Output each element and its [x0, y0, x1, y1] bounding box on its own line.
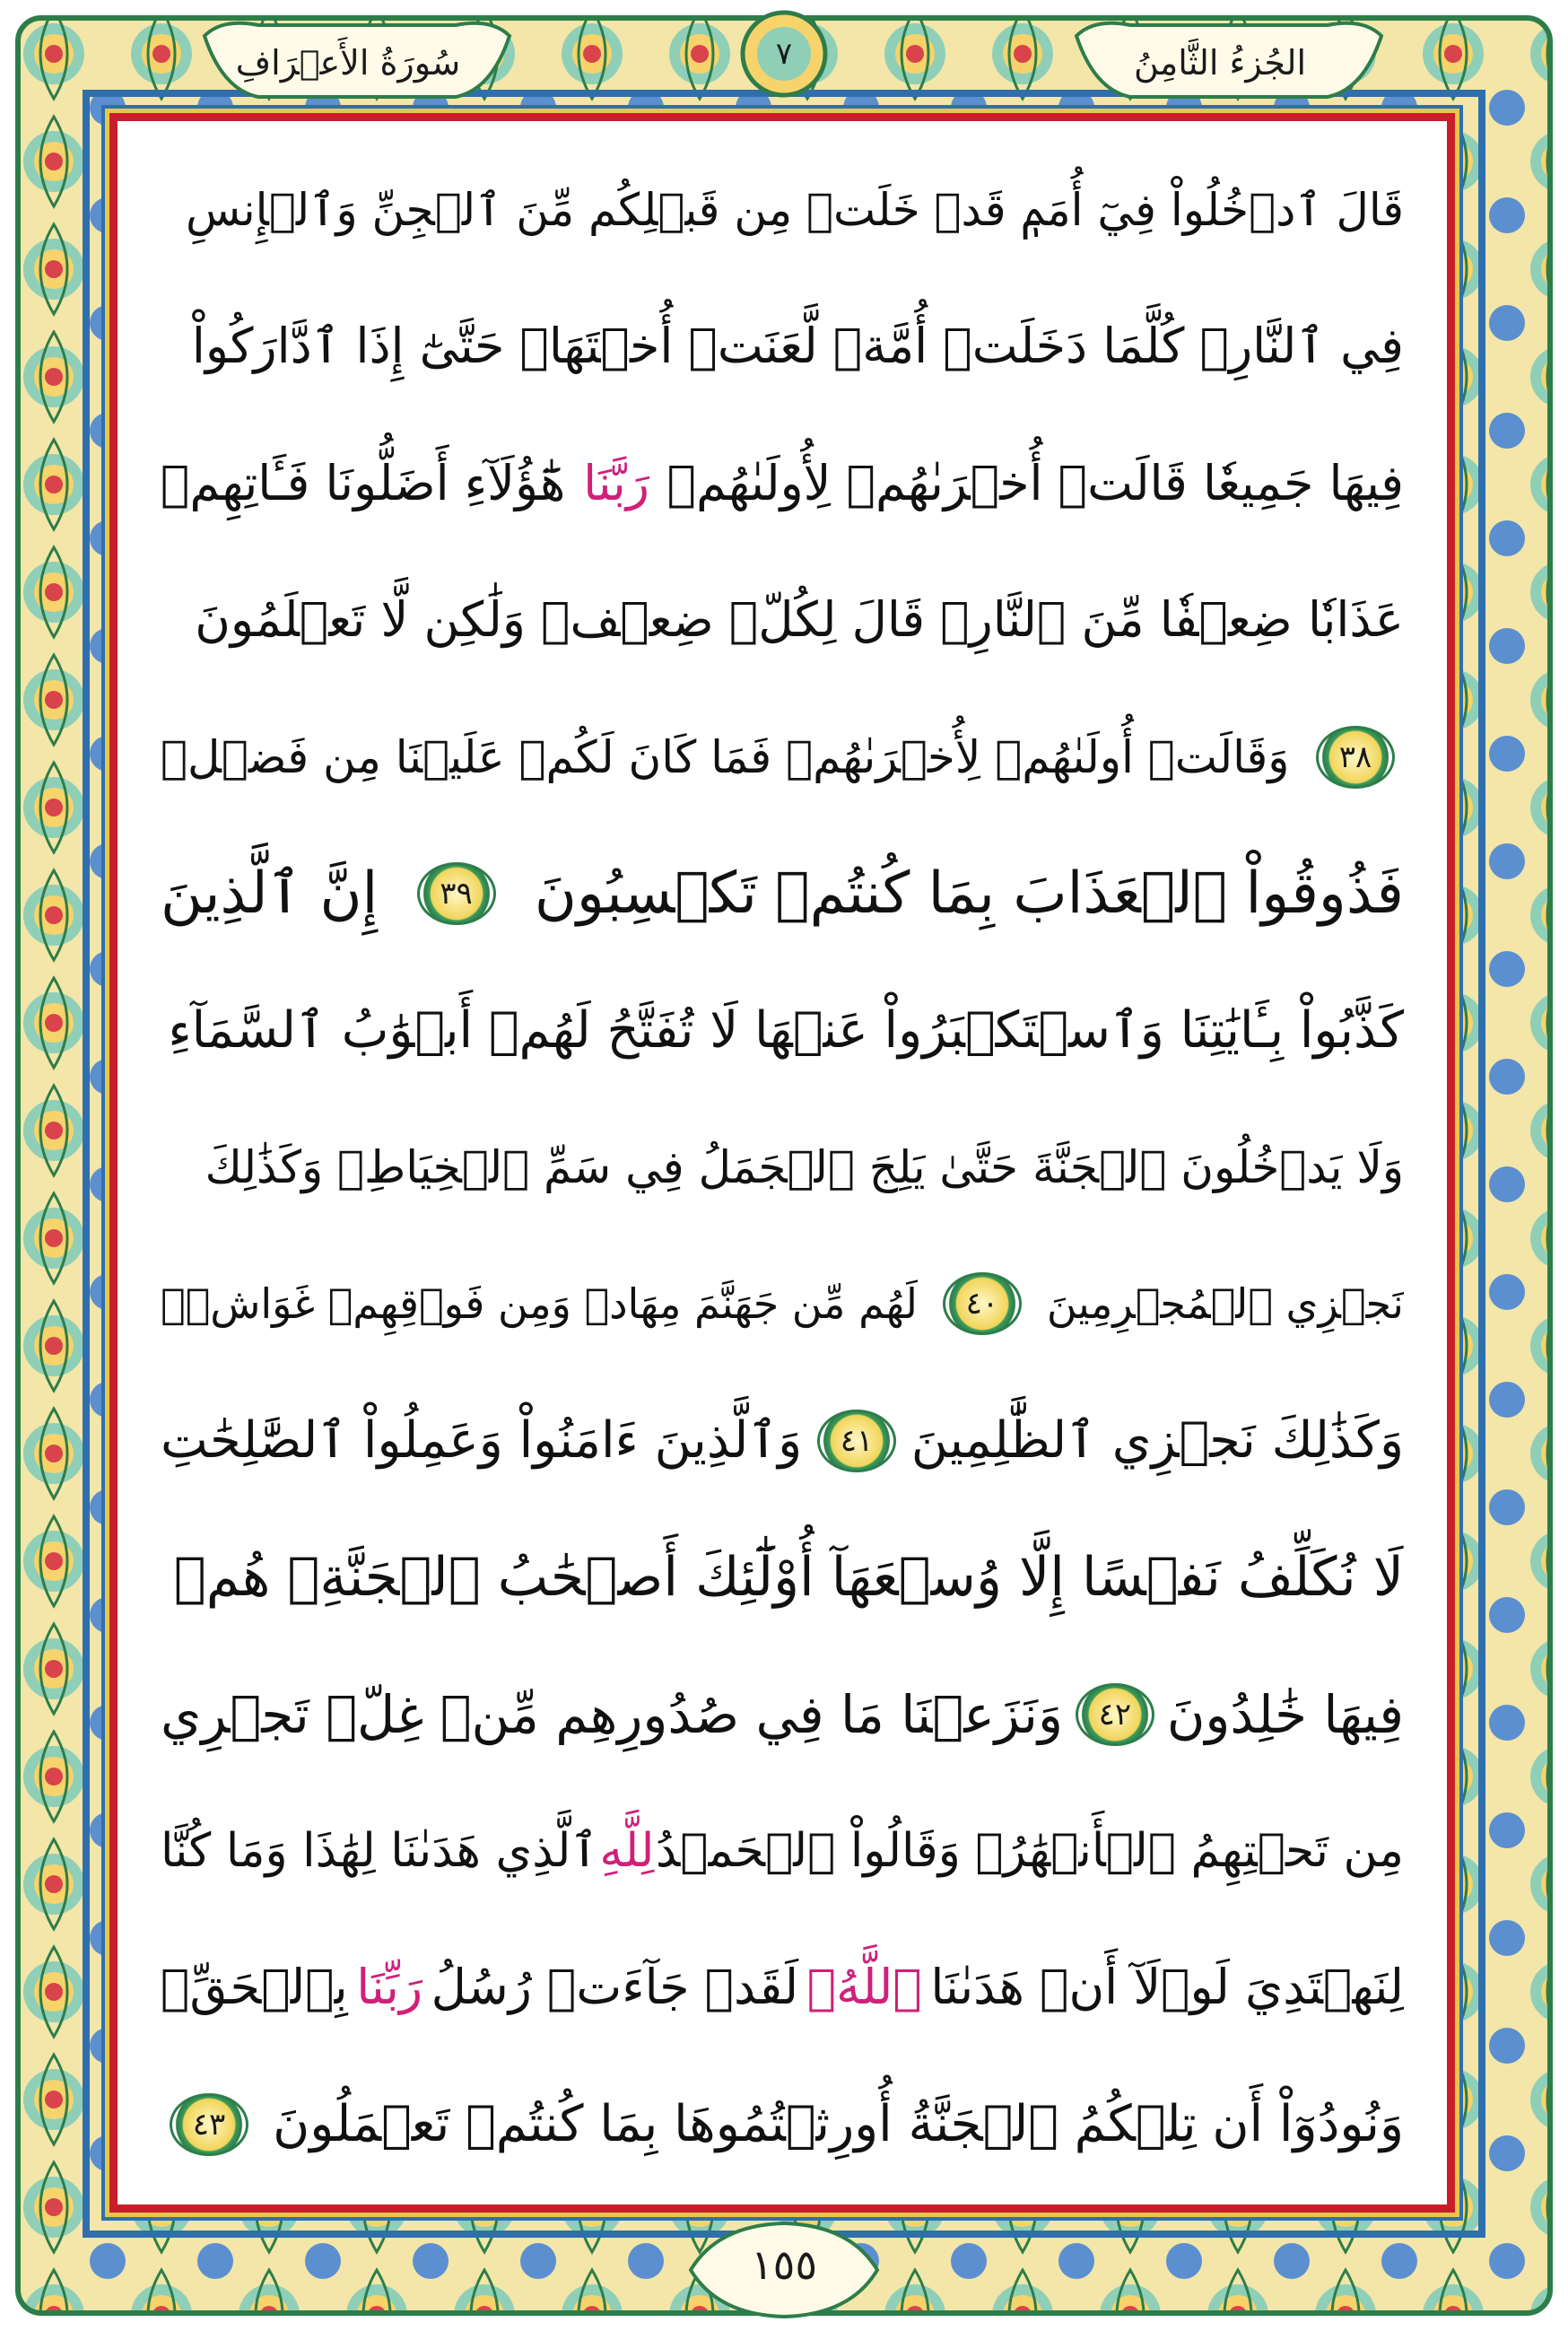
text-line [161, 1242, 1404, 1366]
text-line [161, 1653, 1404, 1777]
verse-text: لَهُم مِّن جَهَنَّمَ مِهَادٞ وَمِن فَوۡقِهِمۡ غَوَاشٖۚ [161, 1279, 918, 1329]
verse-text: نَجۡزِي ٱلۡمُجۡرِمِينَ [1046, 1279, 1404, 1329]
top-ornament-numeral: ٧ [775, 36, 793, 72]
text-line [161, 148, 1404, 272]
juz-label: الجُزءُ الثَّامِنُ [1133, 43, 1307, 83]
verse-text: مِن تَحۡتِهِمُ ٱلۡأَنۡهَٰرُۖ وَقَالُواْ ٱلۡحَمۡدُ [655, 1824, 1404, 1879]
text-panel [109, 113, 1455, 2213]
ayah-marker: ٤٣ [170, 2093, 248, 2156]
verse-text: لِنَهۡتَدِيَ لَوۡلَآ أَنۡ هَدَىٰنَا [930, 1959, 1404, 2016]
text-line [161, 422, 1404, 546]
verse-text: وَكَذَٰلِكَ نَجۡزِي ٱلظَّٰلِمِينَ [910, 1410, 1404, 1470]
ayah-marker: ٣٨ [1316, 726, 1395, 789]
verse-text: فِيهَا خَٰلِدُونَ [1166, 1683, 1404, 1745]
divine-name-text: ٱللَّهُۖ [806, 1959, 922, 2016]
text-line [161, 969, 1404, 1093]
verse-text: كَذَّبُواْ بِـَٔايَٰتِنَا وَٱسۡتَكۡبَرُواْ عَنۡهَا لَا تُفَتَّحُ لَهُمۡ أَبۡوَٰبُ ٱلسَّمَآءِ [168, 1000, 1404, 1060]
ayah-marker: ٣٩ [417, 862, 496, 925]
text-line [161, 2063, 1404, 2187]
verse-text: إِنَّ ٱلَّذِينَ [161, 860, 379, 928]
verse-text: وَقَالَتۡ أُولَىٰهُمۡ لِأُخۡرَىٰهُمۡ فَمَا كَانَ لَكُمۡ عَلَيۡنَا مِن فَضۡلٖ [161, 730, 1290, 783]
verse-text: فَذُوقُواْ ٱلۡعَذَابَ بِمَا كُنتُمۡ تَكۡسِبُونَ [534, 860, 1404, 928]
verse-text: لَقَدۡ جَآءَتۡ رُسُلُ [431, 1959, 799, 2016]
verse-text: قَالَ ٱدۡخُلُواْ فِيٓ أُمَمٖ قَدۡ خَلَتۡ مِن قَبۡلِكُم مِّنَ ٱلۡجِنِّ وَٱلۡإِنسِ [186, 184, 1404, 236]
text-line [161, 832, 1404, 956]
text-line [161, 1379, 1404, 1503]
verse-text: هَٰٓؤُلَآءِ أَضَلُّونَا فَـَٔاتِهِمۡ [161, 454, 566, 511]
verse-text: عَذَابٗا ضِعۡفٗا مِّنَ ٱلنَّارِۖ قَالَ لِكُلّٖ ضِعۡفٞ وَلَٰكِن لَّا تَعۡلَمُونَ [195, 591, 1404, 649]
text-line [161, 1925, 1404, 2049]
verse-text: لَا نُكَلِّفُ نَفۡسًا إِلَّا وُسۡعَهَآ أُوْلَٰٓئِكَ أَصۡحَٰبُ ٱلۡجَنَّةِۖ هُمۡ [173, 1546, 1404, 1610]
text-line [161, 695, 1404, 819]
text-line [161, 1515, 1404, 1639]
verse-text: وَنُودُوٓاْ أَن تِلۡكُمُ ٱلۡجَنَّةُ أُورِثۡتُمُوهَا بِمَا كُنتُمۡ تَعۡمَلُونَ [273, 2094, 1404, 2153]
text-line [161, 558, 1404, 682]
divine-name-text: لِلَّهِ [599, 1824, 655, 1879]
divine-name-text: رَبِّنَا [356, 1959, 423, 2016]
verse-text: ٱلَّذِي هَدَىٰنَا لِهَٰذَا وَمَا كُنَّا [161, 1824, 598, 1879]
verse-text: بِٱلۡحَقِّۖ [161, 1959, 348, 2016]
surah-label: سُورَةُ الأَعۡرَافِ [235, 43, 461, 83]
divine-name-text: رَبَّنَا [583, 454, 649, 511]
ayah-marker: ٤٢ [1076, 1683, 1154, 1746]
verse-text: فِي ٱلنَّارِۖ كُلَّمَا دَخَلَتۡ أُمَّةٞ لَّعَنَتۡ أُخۡتَهَاۖ حَتَّىٰٓ إِذَا ٱدَّارَكُواْ [191, 318, 1404, 375]
verse-text: وَلَا يَدۡخُلُونَ ٱلۡجَنَّةَ حَتَّىٰ يَلِجَ ٱلۡجَمَلُ فِي سَمِّ ٱلۡخِيَاطِۚ وَكَذَٰلِكَ [205, 1140, 1404, 1193]
ayah-marker: ٤٠ [943, 1272, 1022, 1335]
verse-text: فِيهَا جَمِيعٗا قَالَتۡ أُخۡرَىٰهُمۡ لِأُولَىٰهُمۡ [666, 454, 1404, 511]
page-number: ١٥٥ [750, 2240, 818, 2289]
text-line [161, 1789, 1404, 1913]
verse-text: وَٱلَّذِينَ ءَامَنُواْ وَعَمِلُواْ ٱلصَّٰلِحَٰتِ [161, 1410, 803, 1470]
ayah-marker: ٤١ [817, 1410, 896, 1472]
verse-text: وَنَزَعۡنَا مَا فِي صُدُورِهِم مِّنۡ غِلّٖ تَجۡرِي [161, 1683, 1063, 1745]
quran-lines [161, 148, 1404, 2187]
text-line [161, 1105, 1404, 1229]
text-line [161, 284, 1404, 408]
